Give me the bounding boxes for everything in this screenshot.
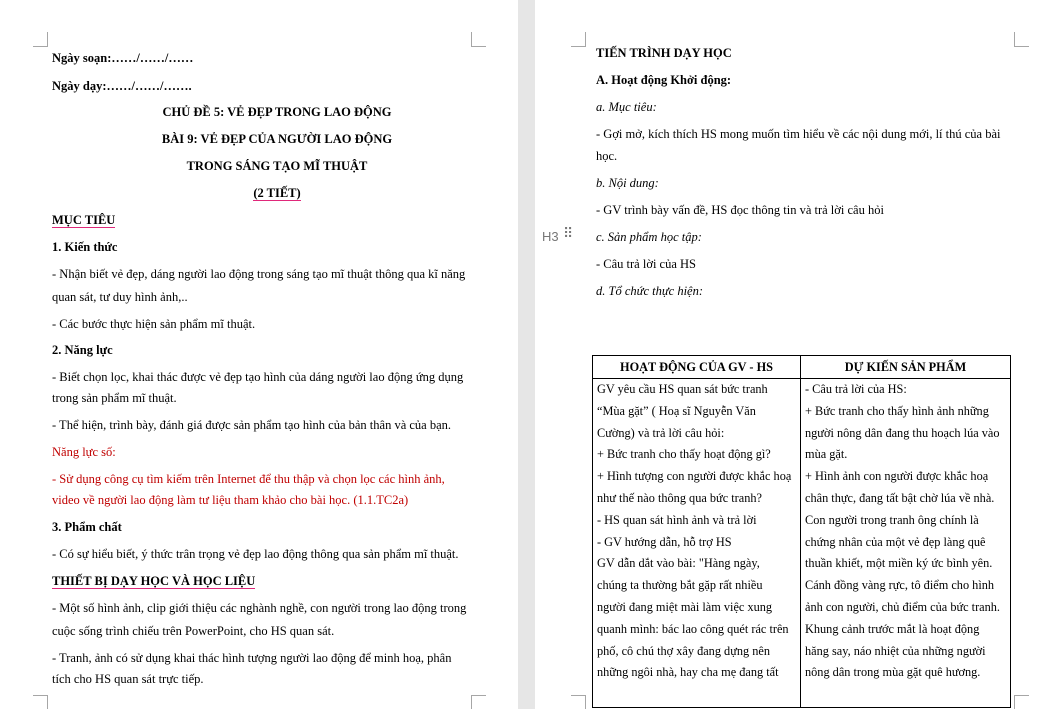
cell-line: chúng ta thường bắt gặp rất nhiều [597, 578, 763, 593]
cell-line: - HS quan sát hình ảnh và trả lời [597, 512, 757, 527]
paragraph-line[interactable]: - Tranh, ảnh có sử dụng khai thác hình tượng người lao động để minh hoạ, phân [52, 651, 452, 665]
table-cell-activities[interactable] [593, 379, 801, 708]
lesson-periods-text[interactable]: (2 TIẾT) [253, 186, 301, 200]
paragraph-line[interactable]: - Một số hình ảnh, clip giới thiệu các nghành nghề, con người trong lao động trong [52, 601, 467, 615]
cell-line: hăng say, náo nhiệt của những người [805, 643, 986, 658]
table-header-row [593, 356, 1011, 379]
paragraph-line[interactable]: tích cho HS quan sát trực tiếp. [52, 672, 204, 686]
paragraph-line[interactable]: trong sản phẩm mĩ thuật. [52, 391, 177, 405]
paragraph-line[interactable]: quan sát, tư duy hình ảnh,.. [52, 290, 188, 304]
item-organization[interactable]: d. Tổ chức thực hiện: [596, 284, 704, 298]
cell-line: + Bức tranh cho thấy hình ảnh những [805, 403, 989, 418]
cell-line: + Bức tranh cho thấy hoạt động gì? [597, 447, 771, 462]
margin-corner-mark [33, 32, 48, 47]
item-product[interactable]: c. Sản phẩm học tập: [596, 230, 702, 244]
objectives-heading-text[interactable]: MỤC TIÊU [52, 213, 116, 227]
paragraph-line[interactable]: - Nhận biết vẻ đẹp, dáng người lao động trong sáng tạo mĩ thuật thông qua kĩ năng [52, 267, 466, 281]
subheading-competence[interactable]: 2. Năng lực [52, 343, 113, 357]
subheading-qualities[interactable]: 3. Phẩm chất [52, 520, 122, 534]
cell-line: Con người trong tranh ông chính là [805, 512, 979, 527]
cell-line: nông dân trong mùa gặt quê hương. [805, 665, 981, 680]
equipment-heading-text[interactable]: THIẾT BỊ DẠY HỌC VÀ HỌC LIỆU [52, 574, 256, 588]
paragraph-line[interactable]: học. [596, 149, 618, 163]
cell-line: Cánh đồng vàng rực, tô điểm cho hình [805, 578, 995, 593]
cell-line: người nông dân đang thu hoạch lúa vào [805, 425, 1000, 440]
topic-title[interactable]: CHỦ ĐỀ 5: VẺ ĐẸP TRONG LAO ĐỘNG [162, 105, 392, 119]
digital-competence-label[interactable]: Năng lực số: [52, 445, 116, 459]
cell-line: + Hình ảnh con người được khắc hoạ [805, 469, 989, 484]
margin-corner-mark [33, 695, 48, 709]
paragraph-line[interactable]: - Thể hiện, trình bày, đánh giá được sản phẩm tạo hình của bản thân và của bạn. [52, 418, 452, 432]
margin-corner-mark [1014, 32, 1029, 47]
heading-level-marker: H3 [542, 229, 559, 244]
cell-line: phố, cô chú thợ xây đang dựng nên [597, 643, 770, 658]
section-heading-objectives[interactable] [52, 212, 115, 228]
subheading-warmup[interactable]: A. Hoạt động Khởi động: [596, 73, 732, 87]
item-content[interactable]: b. Nội dung: [596, 176, 659, 190]
paragraph-line[interactable]: - Biết chọn lọc, khai thác được vẻ đẹp tạo hình của dáng người lao động ứng dụng [52, 370, 464, 384]
table-header-expected-product[interactable]: DỰ KIẾN SẢN PHẨM [801, 356, 1011, 379]
paragraph-line[interactable]: video về người lao động làm tư liệu tham khảo cho bài học. (1.1.TC2a) [52, 493, 409, 507]
paragraph-line[interactable]: - GV trình bày vấn đề, HS đọc thông tin và trả lời câu hỏi [596, 203, 884, 217]
item-objective[interactable]: a. Mục tiêu: [596, 100, 657, 114]
margin-corner-mark [471, 695, 486, 709]
cell-line: ảnh con người, chủ điểm của bức tranh. [805, 599, 1001, 614]
margin-corner-mark [571, 32, 586, 47]
lesson-title-line2[interactable]: TRONG SÁNG TẠO MĨ THUẬT [186, 159, 368, 173]
margin-corner-mark [571, 695, 586, 709]
cell-line: những ngôi nhà, hay cha mẹ đang tất [597, 665, 779, 680]
paragraph-line[interactable]: - Câu trả lời của HS [596, 257, 696, 271]
cell-line: GV dẫn dắt vào bài: "Hàng ngày, [597, 556, 760, 571]
section-heading-process[interactable]: TIẾN TRÌNH DẠY HỌC [596, 46, 732, 60]
cell-line: người đang miệt mài làm việc xung [597, 599, 773, 614]
date-taught[interactable]: Ngày dạy:……/……/……. [52, 79, 192, 93]
subheading-knowledge[interactable]: 1. Kiến thức [52, 240, 118, 254]
cell-line: thuần khiết, một miền ký ức bình yên. [805, 556, 993, 571]
activity-table [592, 355, 1011, 708]
cell-line: - Câu trả lời của HS: [805, 382, 907, 396]
paragraph-line[interactable]: - Có sự hiểu biết, ý thức trân trọng vẻ đẹp lao động thông qua sản phẩm mĩ thuật. [52, 547, 459, 561]
cell-line: GV yêu cầu HS quan sát bức tranh [597, 382, 768, 396]
cell-line: Cường) và trả lời câu hỏi: [597, 425, 725, 440]
paragraph-line[interactable]: - Các bước thực hiện sản phẩm mĩ thuật. [52, 317, 256, 331]
table-cell-expected-product[interactable] [801, 379, 1011, 708]
paragraph-line[interactable]: - Gợi mở, kích thích HS mong muốn tìm hiểu về các nội dung mới, lí thú của bài [596, 127, 1001, 141]
table-header-activities[interactable]: HOẠT ĐỘNG CỦA GV - HS [593, 356, 801, 379]
cell-line: như thế nào thông qua bức tranh? [597, 490, 762, 505]
lesson-title-line1[interactable]: BÀI 9: VẺ ĐẸP CỦA NGƯỜI LAO ĐỘNG [161, 132, 393, 146]
drag-handle-icon[interactable]: ⠿ [563, 226, 574, 242]
paragraph-line[interactable]: cuộc sống trình chiếu trên PowerPoint, cho HS quan sát. [52, 624, 335, 638]
cell-line: Khung cảnh trước mắt là hoạt động [805, 621, 980, 636]
document-page-left [0, 0, 518, 709]
cell-line: mùa gặt. [805, 447, 848, 462]
margin-corner-mark [1014, 695, 1029, 709]
date-prepared[interactable]: Ngày soạn:……/……/…… [52, 51, 194, 65]
table-row [593, 379, 1011, 708]
cell-line: - GV hướng dẫn, hỗ trợ HS [597, 534, 732, 549]
cell-line: quanh mình: bác lao công quét rác trên [597, 621, 789, 636]
cell-line: “Mùa gặt” ( Hoạ sĩ Nguyễn Văn [597, 403, 756, 418]
section-heading-equipment[interactable] [52, 573, 255, 589]
paragraph-line[interactable]: - Sử dụng công cụ tìm kiếm trên Internet để thu thập và chọn lọc các hình ảnh, [52, 472, 445, 486]
lesson-periods[interactable] [52, 185, 502, 201]
cell-line: + Hình tượng con người được khắc hoạ [597, 469, 792, 484]
cell-line: chứng nhân của một vẻ đẹp làng quê [805, 534, 986, 549]
margin-corner-mark [471, 32, 486, 47]
cell-line: chân thực, đang tất bật chờ lúa về nhà. [805, 490, 995, 505]
